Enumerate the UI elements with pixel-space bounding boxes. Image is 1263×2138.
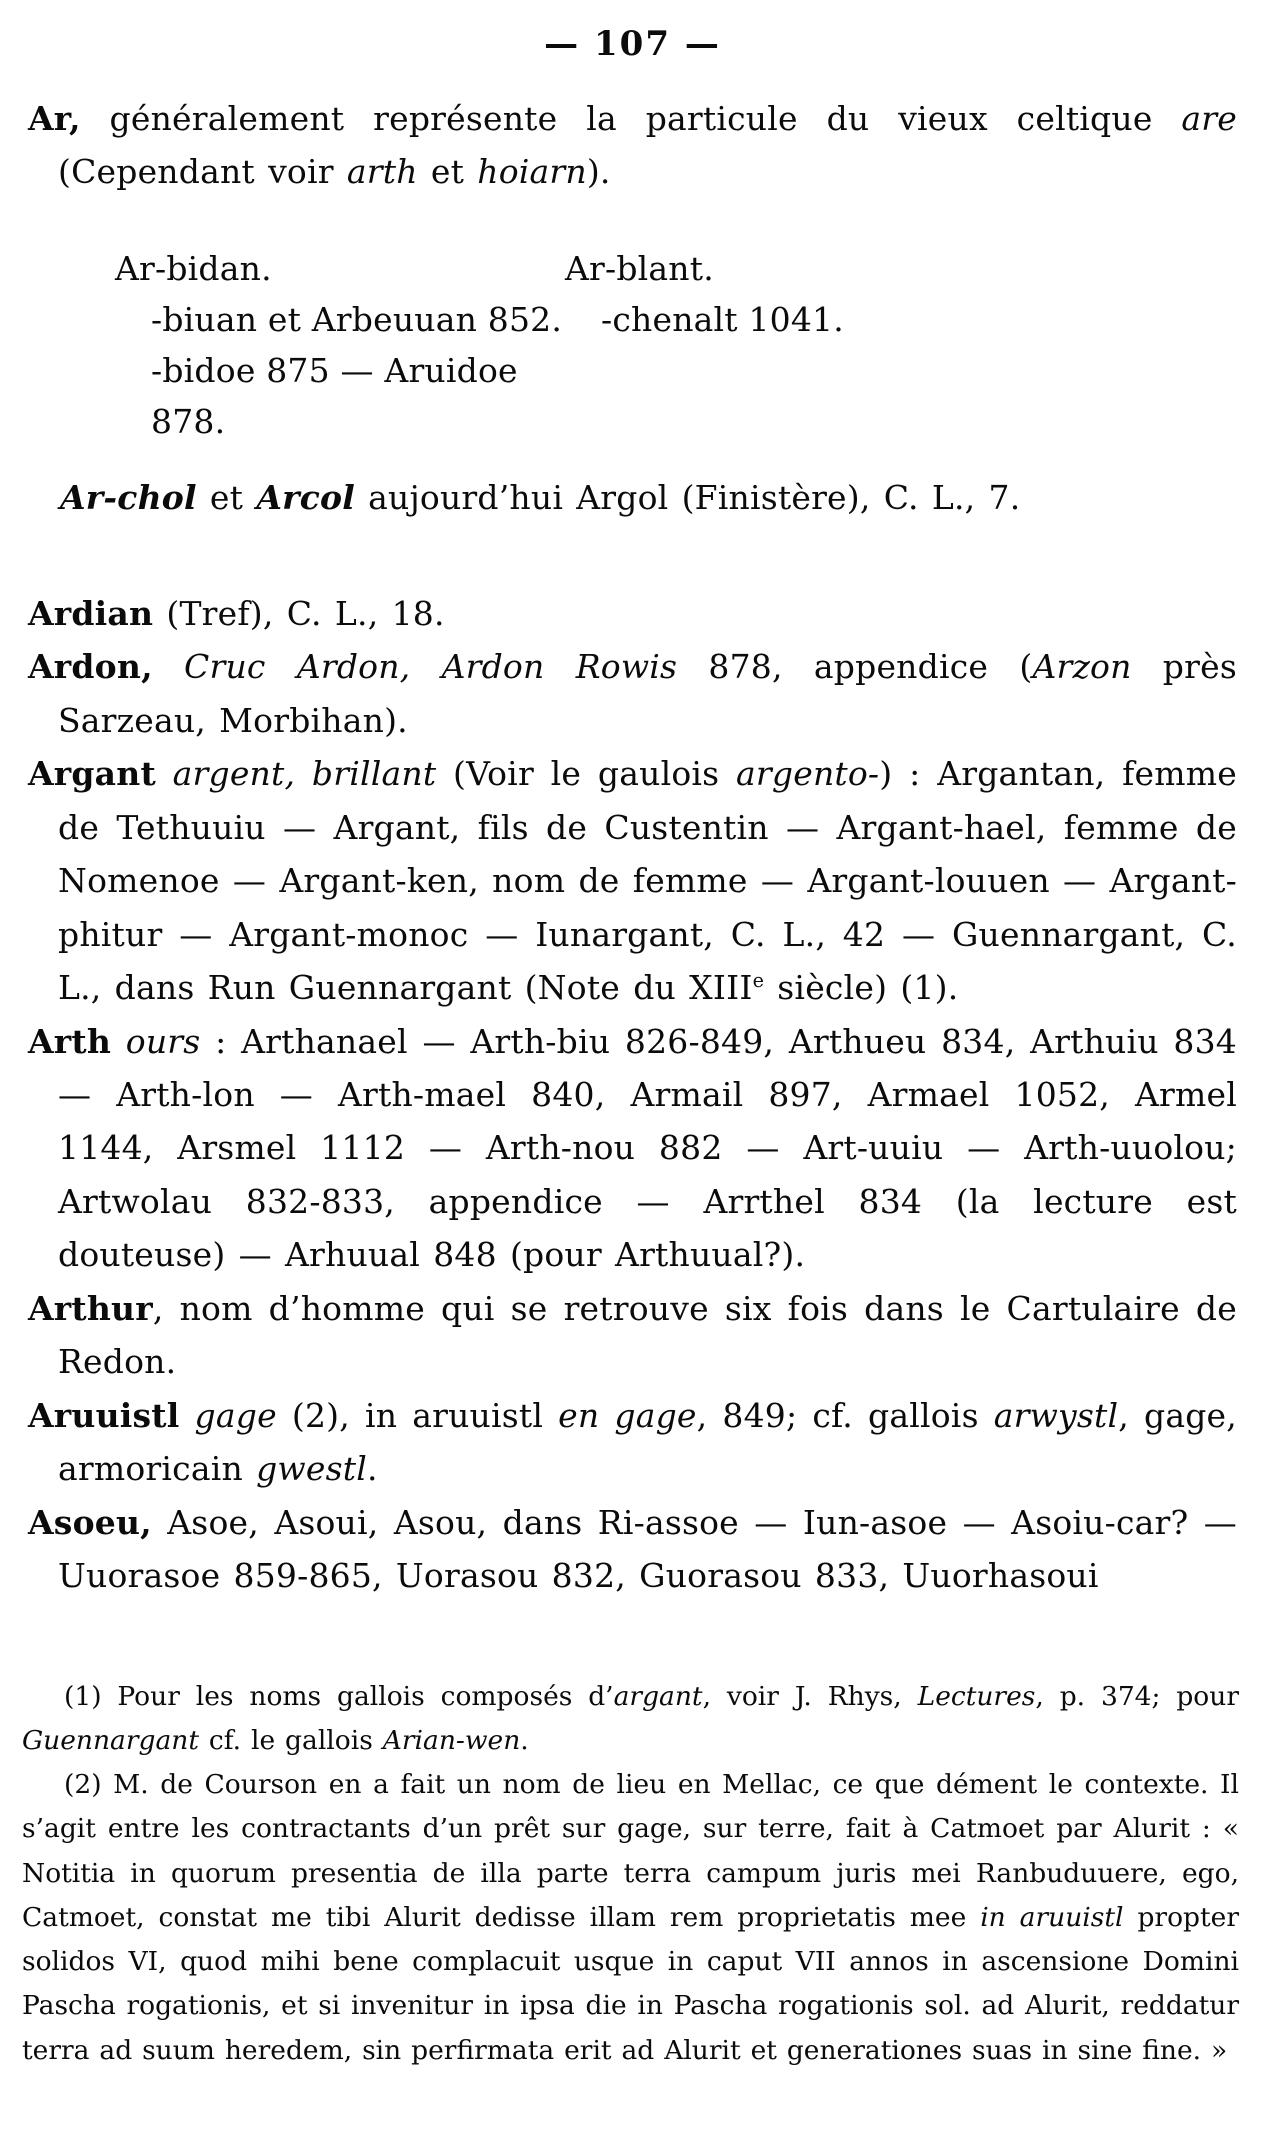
text-segment: Arcol bbox=[256, 478, 355, 518]
text-segment: , nom d’homme qui se retrouve six fois dans le Cartulaire de Redon. bbox=[58, 1288, 1237, 1382]
list-item bbox=[565, 294, 1237, 345]
text-segment: et bbox=[417, 152, 478, 192]
headword: Ardon, bbox=[28, 647, 153, 687]
name-list bbox=[28, 243, 1237, 448]
headword: Aruuistl bbox=[28, 1395, 180, 1435]
text-segment: , p. 374; pour bbox=[1035, 1680, 1239, 1712]
text-segment: Cruc Ardon, Ardon Rowis bbox=[184, 647, 678, 687]
text-segment: , 849; cf. gallois bbox=[696, 1395, 994, 1435]
text-segment: Arian-wen bbox=[382, 1724, 521, 1756]
entry-ar bbox=[28, 92, 1237, 199]
text-segment: 878, appendice ( bbox=[677, 647, 1033, 687]
text-segment: ours bbox=[125, 1021, 201, 1061]
headword: Ardian bbox=[28, 593, 154, 633]
text-segment bbox=[111, 1022, 126, 1061]
entry-argant bbox=[28, 747, 1237, 1014]
headword: Ar, bbox=[28, 99, 81, 138]
text-segment: (2) M. de Courson en a fait un nom de lieu en Mellac, ce que dément le contexte. Il s’agit entre les contractants d’un prêt sur gage, sur terre, fait à Catmoet par Alurit : « Notitia in quorum presentia de illa parte terra campum juris mei Ranbuduuere, ego, Catmoet, constat me tibi Alurit dedisse illam rem proprietatis mee bbox=[22, 1769, 1239, 1933]
text-segment: arwystl bbox=[993, 1395, 1119, 1435]
text-segment: ). bbox=[586, 152, 611, 192]
text-segment bbox=[153, 647, 184, 686]
text-segment: -chenalt 1041. bbox=[601, 300, 844, 340]
text-segment: siècle) (1). bbox=[764, 968, 959, 1008]
text-segment: cf. le gallois bbox=[199, 1724, 383, 1756]
entry-ardian bbox=[28, 587, 1237, 640]
text-segment: ) : Argantan, femme de Tethuuiu — Argant, fils de Custentin — Argant-hael, femme de Nomenoe — Argant-ken, nom de femme — Argant-louuen — Argant-phitur — Argant-monoc — Iunargant, C. L., 42 — Guennargant, C. L., dans Run Guennargant (Note du XIII bbox=[58, 754, 1237, 1008]
headword: Ar-chol bbox=[60, 478, 197, 518]
footnote-2 bbox=[22, 1763, 1239, 2073]
text-segment: arth bbox=[346, 152, 418, 192]
headword: Asoeu, bbox=[28, 1502, 152, 1542]
text-segment: Lectures bbox=[917, 1680, 1036, 1712]
text-segment: , gage, armoricain bbox=[58, 1395, 1237, 1489]
text-segment: (2), in aruuistl bbox=[276, 1395, 559, 1435]
list-item bbox=[115, 294, 565, 345]
text-segment: (Tref), C. L., 18. bbox=[153, 593, 445, 633]
text-segment: généralement représente la particule du vieux celtique bbox=[80, 99, 1182, 138]
text-segment bbox=[156, 754, 173, 793]
text-segment: . bbox=[520, 1724, 529, 1756]
name-list-right-column bbox=[565, 243, 1237, 448]
text-segment: en gage bbox=[558, 1395, 697, 1435]
name-list-left-column bbox=[28, 243, 565, 448]
list-item bbox=[115, 243, 565, 294]
text-segment: Ar-bidan. bbox=[115, 248, 272, 288]
text-segment: (1) Pour les noms gallois composés d’ bbox=[64, 1680, 614, 1712]
entry-ardon bbox=[28, 640, 1237, 747]
footnotes-section bbox=[22, 1675, 1239, 2073]
text-segment: Arzon bbox=[1032, 647, 1132, 687]
list-item bbox=[565, 243, 1237, 294]
text-segment: aujourd’hui Argol (Finistère), C. L., 7. bbox=[354, 478, 1021, 518]
text-segment: et bbox=[196, 478, 257, 518]
text-segment: are bbox=[1181, 99, 1237, 138]
text-segment: propter solidos VI, quod mihi bene complacuit usque in caput VII annos in ascensione Domini Pascha rogationis, et si invenitur in ipsa die in Pascha rogationis sol. ad Alurit, reddatur terra ad suum heredem, sin perfirmata erit ad Alurit et generationes suas in sine fine. » bbox=[22, 1901, 1239, 2066]
text-segment: in aruuistl bbox=[980, 1901, 1124, 1933]
text-segment: (Voir le gaulois bbox=[436, 754, 737, 794]
text-segment: argant bbox=[613, 1680, 703, 1712]
text-segment: Ar-blant. bbox=[565, 248, 714, 288]
entry-asoeu bbox=[28, 1496, 1237, 1603]
text-segment: Asoe, Asoui, Asou, dans Ri-assoe — Iun-asoe — Asoiu-car? — Uuorasoe 859-865, Uorasou 832, Guorasou 833, Uuorhasoui bbox=[58, 1502, 1237, 1596]
text-segment: gwestl bbox=[256, 1449, 367, 1489]
text-segment: . bbox=[366, 1449, 378, 1489]
entry-archol bbox=[28, 471, 1237, 524]
headword: Arthur bbox=[28, 1288, 153, 1328]
text-segment bbox=[179, 1396, 194, 1435]
text-segment: hoiarn bbox=[477, 152, 587, 192]
text-segment: -biuan et Arbeuuan 852. bbox=[151, 300, 563, 340]
text-segment: -bidoe 875 — Aruidoe 878. bbox=[151, 351, 518, 442]
entry-arthur bbox=[28, 1282, 1237, 1389]
headword: Arth bbox=[28, 1021, 112, 1061]
list-item bbox=[115, 345, 565, 447]
text-segment: , voir J. Rhys, bbox=[702, 1680, 918, 1712]
entry-arth bbox=[28, 1015, 1237, 1282]
text-segment: argento- bbox=[736, 754, 880, 794]
superscript-e: e bbox=[752, 969, 765, 993]
text-segment: : Arthanael — Arth-biu 826-849, Arthueu 834, Arthuiu 834 — Arth-lon — Arth-mael 840, Armail 897, Armael 1052, Armel 1144, Arsmel 1112 — Arth-nou 882 — Art-uuiu — Arth-uuolou; Artwolau 832-833, appendice — Arrthel 834 (la lecture est douteuse) — Arhuual 848 (pour Arthuual?). bbox=[58, 1021, 1237, 1275]
entry-aruuistl bbox=[28, 1389, 1237, 1496]
footnote-1 bbox=[22, 1675, 1239, 1764]
text-segment: Guennargant bbox=[22, 1724, 199, 1756]
page-number: — 107 — bbox=[544, 24, 721, 64]
headword: Argant bbox=[28, 754, 156, 794]
text-segment: gage bbox=[194, 1395, 277, 1435]
text-segment: argent, brillant bbox=[172, 754, 437, 794]
text-segment: (Cependant voir bbox=[58, 152, 347, 192]
text-segment: près Sarzeau, Morbihan). bbox=[58, 647, 1237, 740]
